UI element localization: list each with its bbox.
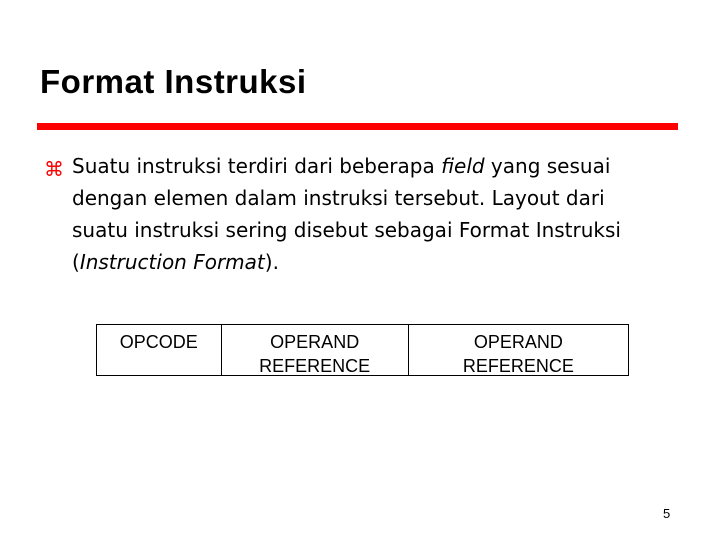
paragraph-line-1	[72, 150, 682, 182]
operand-reference-cell	[408, 325, 628, 375]
cell-line: REFERENCE	[259, 356, 371, 376]
cell-line: OPERAND	[270, 332, 360, 352]
page-number: 5	[663, 506, 671, 521]
text: (	[72, 250, 80, 274]
italic-term-instruction-format: Instruction Format	[79, 250, 265, 274]
operand-reference-cell	[221, 325, 408, 375]
title-underline	[37, 123, 678, 130]
paragraph-line-4	[72, 246, 682, 278]
opcode-cell	[97, 325, 221, 375]
bullet-paragraph	[72, 150, 682, 278]
paragraph-line-2: dengan elemen dalam instruksi tersebut. Layout dari	[72, 186, 605, 210]
text: Suatu instruksi terdiri dari beberapa	[72, 154, 442, 178]
cell-line: OPCODE	[119, 332, 198, 352]
paragraph-line-3: suatu instruksi sering disebut sebagai Format Instruksi	[72, 218, 621, 242]
cell-line: REFERENCE	[462, 356, 574, 376]
instruction-format-table	[96, 324, 629, 376]
italic-term-field: field	[441, 154, 485, 178]
text: yang sesuai	[484, 154, 611, 178]
slide-title: Format Instruksi	[40, 63, 307, 100]
text: ).	[264, 250, 279, 274]
cell-line: OPERAND	[473, 332, 563, 352]
bullet-icon: ⌘	[44, 157, 64, 181]
